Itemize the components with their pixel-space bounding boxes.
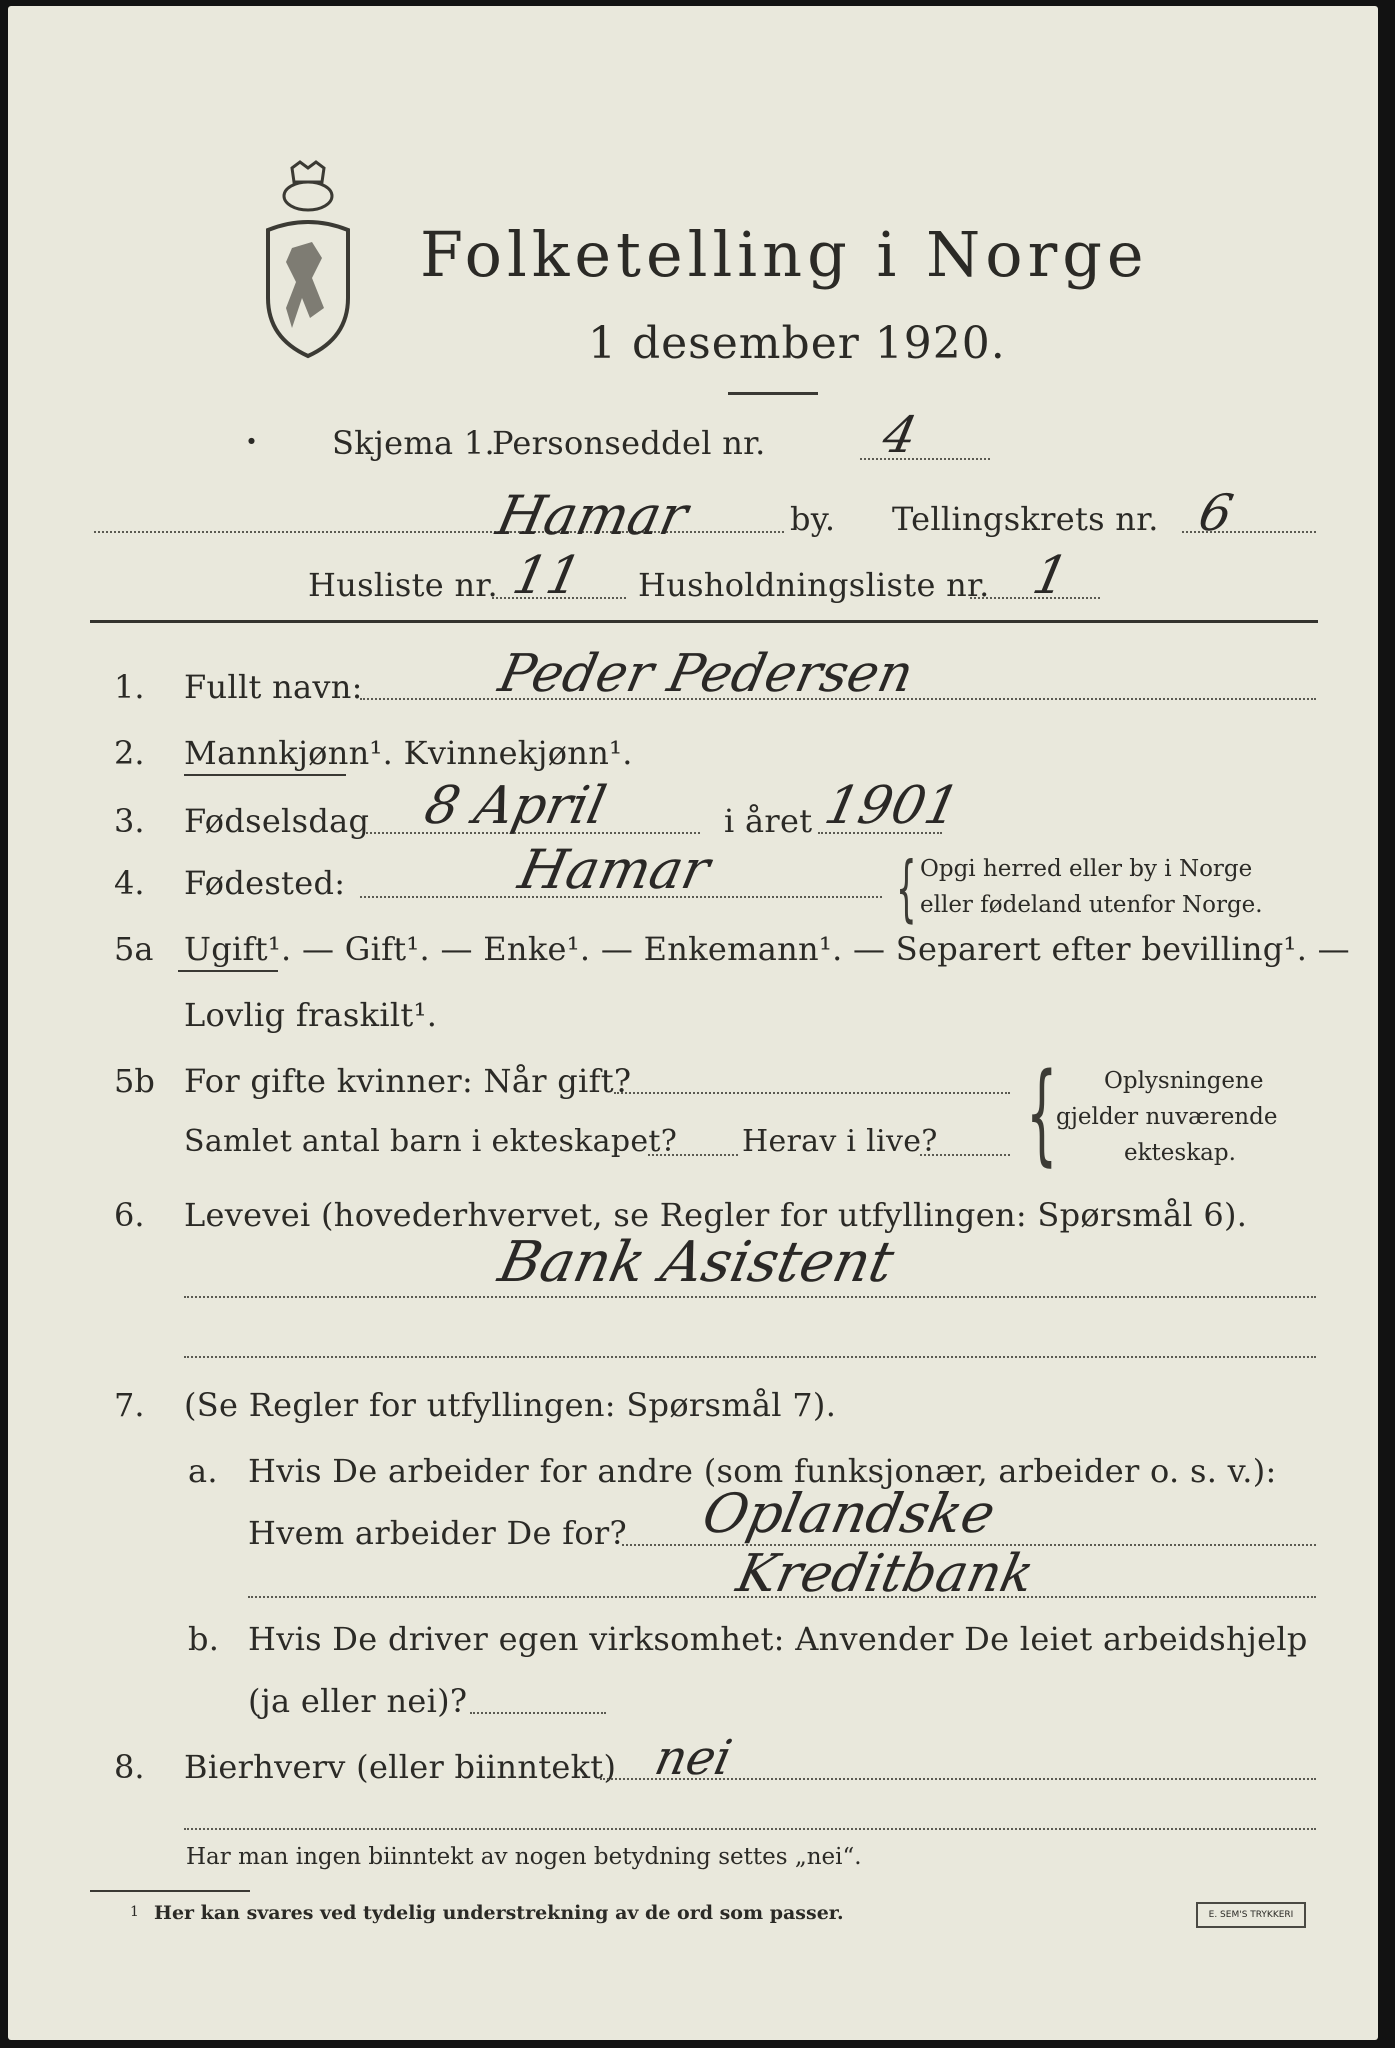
q7a-value-2: Kreditbank bbox=[731, 1544, 1039, 1604]
q5b-note-1: Oplysningene bbox=[1104, 1068, 1264, 1094]
q8-line-2 bbox=[184, 1828, 1316, 1830]
q7a-line-2: Hvem arbeider De for? bbox=[248, 1514, 627, 1552]
schema-label: Skjema 1. bbox=[332, 424, 495, 462]
q6-number: 6. bbox=[114, 1196, 145, 1234]
q3-year-label: i året bbox=[724, 802, 813, 840]
q5a-underline bbox=[178, 970, 278, 972]
q8-label: Bierhverv (eller biinntekt) bbox=[184, 1748, 617, 1786]
q6-line-1 bbox=[184, 1296, 1316, 1298]
q5a-number: 5a bbox=[114, 930, 154, 968]
footnote-divider bbox=[90, 1890, 250, 1892]
q7b-line-2: (ja eller nei)? bbox=[248, 1682, 468, 1720]
q6-value: Bank Asistent bbox=[493, 1230, 900, 1295]
q7b-letter: b. bbox=[188, 1620, 220, 1658]
q4-note-2: eller fødeland utenfor Norge. bbox=[920, 892, 1263, 918]
q5b-children-line bbox=[648, 1154, 738, 1156]
hush-label: Husholdningsliste nr. bbox=[638, 566, 990, 604]
form-date: 1 desember 1920. bbox=[588, 318, 1006, 369]
q8-value: nei bbox=[650, 1730, 737, 1786]
q5b-note-3: ekteskap. bbox=[1124, 1140, 1236, 1166]
hush-no-value: 1 bbox=[1027, 546, 1074, 606]
q3-label: Fødselsdag bbox=[184, 802, 370, 840]
by-label: by. bbox=[790, 500, 836, 538]
q1-number: 1. bbox=[114, 668, 145, 706]
q3-day-value: 8 April bbox=[419, 776, 611, 836]
q7a-letter: a. bbox=[188, 1452, 218, 1490]
q8-number: 8. bbox=[114, 1748, 145, 1786]
q5a-line-1: Ugift¹. — Gift¹. — Enke¹. — Enkemann¹. — Separert efter bevilling¹. — bbox=[184, 930, 1350, 968]
q4-brace: { bbox=[896, 846, 917, 930]
footer-note: Har man ingen biinntekt av nogen betydning settes „nei“. bbox=[186, 1844, 862, 1870]
bullet-dot: ● bbox=[248, 436, 255, 445]
form-title: Folketelling i Norge bbox=[420, 218, 1149, 291]
place-value: Hamar bbox=[491, 484, 694, 547]
q5b-alive-label: Herav i live? bbox=[742, 1124, 938, 1159]
printer-stamp: E. SEM'S TRYKKERI bbox=[1196, 1902, 1306, 1928]
q5b-line-1: For gifte kvinner: Når gift? bbox=[184, 1062, 632, 1100]
husliste-no-value: 11 bbox=[507, 546, 587, 606]
q5b-note-2: gjelder nuværende bbox=[1056, 1104, 1278, 1130]
q5b-when-line bbox=[614, 1092, 1010, 1094]
q2-number: 2. bbox=[114, 734, 145, 772]
q5b-children-label: Samlet antal barn i ekteskapet? bbox=[184, 1124, 678, 1159]
q7b-line bbox=[470, 1712, 606, 1714]
krets-no-value: 6 bbox=[1193, 484, 1238, 542]
q1-label: Fullt navn: bbox=[184, 668, 363, 706]
q5a-line-2: Lovlig fraskilt¹. bbox=[184, 996, 438, 1034]
title-divider bbox=[728, 392, 818, 395]
person-no-value: 4 bbox=[877, 406, 922, 464]
q7-number: 7. bbox=[114, 1386, 145, 1424]
header-divider bbox=[90, 620, 1318, 623]
q4-note-1: Opgi herred eller by i Norge bbox=[920, 856, 1253, 882]
q7a-line-1: Hvis De arbeider for andre (som funksjonær, arbeider o. s. v.): bbox=[248, 1452, 1277, 1490]
q6-line-2 bbox=[184, 1356, 1316, 1358]
footnote-mark: 1 bbox=[130, 1904, 139, 1920]
q6-label: Levevei (hovederhvervet, se Regler for utfyllingen: Spørsmål 6). bbox=[184, 1196, 1248, 1234]
q7a-value-1: Oplandske bbox=[697, 1482, 1001, 1545]
husliste-label: Husliste nr. bbox=[308, 566, 498, 604]
q4-label: Fødested: bbox=[184, 864, 346, 902]
q2-underline bbox=[184, 774, 346, 776]
q4-number: 4. bbox=[114, 864, 145, 902]
person-label: Personseddel nr. bbox=[492, 424, 766, 462]
q1-value: Peder Pedersen bbox=[493, 644, 919, 704]
census-form bbox=[8, 6, 1378, 2040]
footnote-text: Her kan svares ved tydelig understrekning av de ord som passer. bbox=[154, 1902, 844, 1924]
q3-year-value: 1901 bbox=[819, 776, 965, 836]
krets-label: Tellingskrets nr. bbox=[892, 500, 1159, 538]
q3-number: 3. bbox=[114, 802, 145, 840]
q5b-number: 5b bbox=[114, 1062, 155, 1100]
q4-value: Hamar bbox=[513, 838, 716, 901]
q2-label: Mannkjønn¹. Kvinnekjønn¹. bbox=[184, 734, 633, 772]
q5b-alive-line bbox=[920, 1154, 1010, 1156]
q7b-line-1: Hvis De driver egen virksomhet: Anvender De leiet arbeidshjelp bbox=[248, 1620, 1308, 1658]
coat-of-arms-icon bbox=[252, 158, 364, 364]
q7-label: (Se Regler for utfyllingen: Spørsmål 7). bbox=[184, 1386, 837, 1424]
q5b-brace: { bbox=[1026, 1049, 1058, 1177]
